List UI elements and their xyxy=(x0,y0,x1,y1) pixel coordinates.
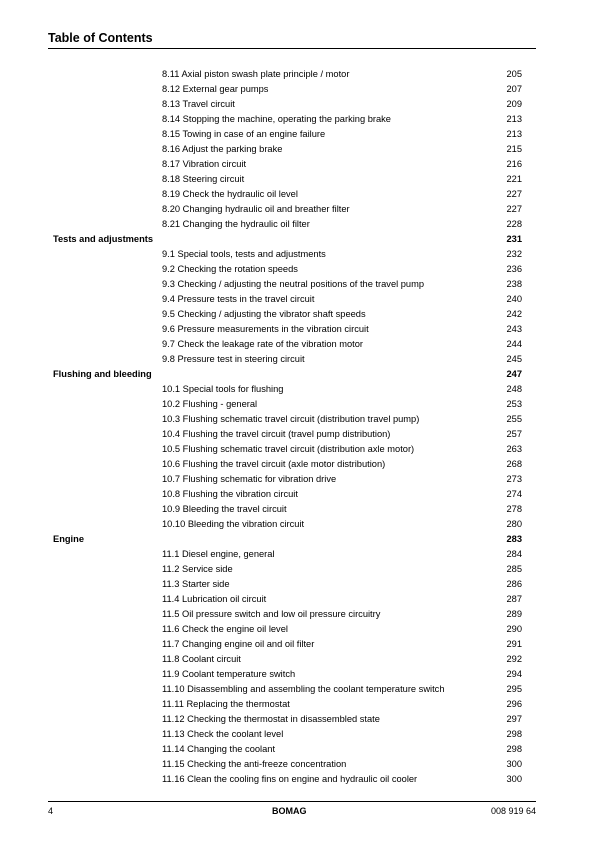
toc-page-number: 247 xyxy=(506,369,522,379)
toc-section-heading[interactable] xyxy=(0,532,596,547)
toc-section-heading[interactable] xyxy=(0,232,596,247)
toc-entry[interactable] xyxy=(0,517,596,532)
toc-page-number: 228 xyxy=(506,219,522,229)
toc-entry[interactable] xyxy=(0,457,596,472)
toc-entry[interactable] xyxy=(0,637,596,652)
toc-page-number: 294 xyxy=(506,669,522,679)
toc-page-number: 289 xyxy=(506,609,522,619)
toc-entry-label: 9.1 Special tools, tests and adjustments xyxy=(162,249,326,259)
toc-entry-label: 11.14 Changing the coolant xyxy=(162,744,276,754)
toc-entry-label: 11.10 Disassembling and assembling the coolant temperature switch xyxy=(162,684,445,694)
footer-rule xyxy=(48,801,536,802)
toc-entry-label: 11.8 Coolant circuit xyxy=(162,654,241,664)
toc-entry-label: 9.6 Pressure measurements in the vibration circuit xyxy=(162,324,369,334)
toc-entry[interactable] xyxy=(0,577,596,592)
toc-page-number: 283 xyxy=(506,534,522,544)
toc-entry[interactable] xyxy=(0,292,596,307)
toc-section-heading[interactable] xyxy=(0,367,596,382)
toc-entry[interactable] xyxy=(0,67,596,82)
toc-entry[interactable] xyxy=(0,322,596,337)
toc-page-number: 209 xyxy=(506,99,522,109)
toc-page-number: 280 xyxy=(506,519,522,529)
toc-entry[interactable] xyxy=(0,772,596,787)
toc-page-number: 297 xyxy=(506,714,522,724)
toc-entry[interactable] xyxy=(0,412,596,427)
toc-entry[interactable] xyxy=(0,97,596,112)
toc-entry[interactable] xyxy=(0,187,596,202)
toc-page-number: 244 xyxy=(506,339,522,349)
toc-entry[interactable] xyxy=(0,382,596,397)
toc-page-number: 240 xyxy=(506,294,522,304)
toc-page-number: 290 xyxy=(506,624,522,634)
toc-entry-label: 10.8 Flushing the vibration circuit xyxy=(162,489,298,499)
toc-entry-label: 11.2 Service side xyxy=(162,564,233,574)
toc-entry-label: 8.21 Changing the hydraulic oil filter xyxy=(162,219,310,229)
toc-entry-label: 8.11 Axial piston swash plate principle / motor xyxy=(162,69,350,79)
toc-entry-label: 8.20 Changing hydraulic oil and breather filter xyxy=(162,204,350,214)
toc-page-number: 243 xyxy=(506,324,522,334)
toc-entry[interactable] xyxy=(0,622,596,637)
toc-page-number: 245 xyxy=(506,354,522,364)
toc-entry[interactable] xyxy=(0,652,596,667)
toc-entry-label: 11.6 Check the engine oil level xyxy=(162,624,288,634)
toc-page-number: 221 xyxy=(506,174,522,184)
toc-page-number: 268 xyxy=(506,459,522,469)
toc-entry[interactable] xyxy=(0,127,596,142)
toc-page-number: 284 xyxy=(506,549,522,559)
toc-entry-label: 8.18 Steering circuit xyxy=(162,174,245,184)
toc-entry-label: 8.19 Check the hydraulic oil level xyxy=(162,189,298,199)
toc-entry-label: 10.1 Special tools for flushing xyxy=(162,384,284,394)
toc-page-number: 213 xyxy=(506,129,522,139)
toc-page-number: 242 xyxy=(506,309,522,319)
toc-page-number: 296 xyxy=(506,699,522,709)
toc-entry-label: 10.4 Flushing the travel circuit (travel pump distribution) xyxy=(162,429,391,439)
toc-page-number: 227 xyxy=(506,189,522,199)
toc-entry-label: 11.16 Clean the cooling fins on engine and hydraulic oil cooler xyxy=(162,774,418,784)
toc-entry-label: 9.8 Pressure test in steering circuit xyxy=(162,354,305,364)
toc-entry-label: 10.2 Flushing - general xyxy=(162,399,258,409)
toc-page-number: 274 xyxy=(506,489,522,499)
footer-page-number: 4 xyxy=(48,806,54,816)
toc-page-number: 278 xyxy=(506,504,522,514)
toc-page-number: 298 xyxy=(506,729,522,739)
toc-page-number: 300 xyxy=(506,759,522,769)
toc-entry-label: 11.13 Check the coolant level xyxy=(162,729,284,739)
toc-page-number: 287 xyxy=(506,594,522,604)
toc-entry[interactable] xyxy=(0,82,596,97)
toc-page-number: 232 xyxy=(506,249,522,259)
toc-entry[interactable] xyxy=(0,307,596,322)
toc-page-number: 236 xyxy=(506,264,522,274)
toc-entry-label: 10.10 Bleeding the vibration circuit xyxy=(162,519,305,529)
toc-section-label: Flushing and bleeding xyxy=(53,369,152,379)
toc-entry-label: 9.5 Checking / adjusting the vibrator shaft speeds xyxy=(162,309,366,319)
footer-doc-number: 008 919 64 xyxy=(490,806,536,816)
toc-entry[interactable] xyxy=(0,472,596,487)
toc-page-number: 216 xyxy=(506,159,522,169)
toc-entry[interactable] xyxy=(0,352,596,367)
toc-page-number: 248 xyxy=(506,384,522,394)
toc-entry[interactable] xyxy=(0,667,596,682)
page-title: Table of Contents xyxy=(48,31,153,45)
toc-entry[interactable] xyxy=(0,487,596,502)
toc-entry-label: 11.4 Lubrication oil circuit xyxy=(162,594,267,604)
toc-page-number: 292 xyxy=(506,654,522,664)
toc-page-number: 263 xyxy=(506,444,522,454)
toc-entry[interactable] xyxy=(0,547,596,562)
toc-entry-label: 10.6 Flushing the travel circuit (axle motor distribution) xyxy=(162,459,386,469)
toc-entry-label: 8.17 Vibration circuit xyxy=(162,159,247,169)
toc-entry[interactable] xyxy=(0,277,596,292)
toc-entry[interactable] xyxy=(0,172,596,187)
toc-page-number: 213 xyxy=(506,114,522,124)
toc-entry[interactable] xyxy=(0,502,596,517)
toc-entry-label: 11.5 Oil pressure switch and low oil pressure circuitry xyxy=(162,609,381,619)
toc-entry-label: 11.7 Changing engine oil and oil filter xyxy=(162,639,315,649)
toc-entry-label: 8.14 Stopping the machine, operating the parking brake xyxy=(162,114,391,124)
toc-page-number: 238 xyxy=(506,279,522,289)
toc-entry[interactable] xyxy=(0,562,596,577)
toc-entry-label: 9.7 Check the leakage rate of the vibration motor xyxy=(162,339,364,349)
toc-entry-label: 8.13 Travel circuit xyxy=(162,99,235,109)
toc-entry-label: 11.3 Starter side xyxy=(162,579,230,589)
toc-entry[interactable] xyxy=(0,727,596,742)
footer-brand: BOMAG xyxy=(272,806,307,816)
toc-page-number: 300 xyxy=(506,774,522,784)
toc-entry[interactable] xyxy=(0,247,596,262)
header-rule xyxy=(48,48,536,49)
toc-entry-label: 11.1 Diesel engine, general xyxy=(162,549,275,559)
toc-page-number: 286 xyxy=(506,579,522,589)
toc-entry[interactable] xyxy=(0,112,596,127)
toc-page-number: 295 xyxy=(506,684,522,694)
toc-entry[interactable] xyxy=(0,217,596,232)
toc-entry-label: 11.15 Checking the anti-freeze concentration xyxy=(162,759,347,769)
toc-page-number: 291 xyxy=(506,639,522,649)
toc-entry-label: 9.4 Pressure tests in the travel circuit xyxy=(162,294,315,304)
toc-entry[interactable] xyxy=(0,592,596,607)
toc-entry-label: 10.5 Flushing schematic travel circuit (distribution axle motor) xyxy=(162,444,415,454)
toc-page-number: 257 xyxy=(506,429,522,439)
toc-section-label: Engine xyxy=(53,534,84,544)
toc-entry-label: 10.7 Flushing schematic for vibration drive xyxy=(162,474,337,484)
toc-entry-label: 8.16 Adjust the parking brake xyxy=(162,144,283,154)
toc-entry[interactable] xyxy=(0,202,596,217)
toc-entry[interactable] xyxy=(0,427,596,442)
toc-entry-label: 9.2 Checking the rotation speeds xyxy=(162,264,298,274)
toc-entry-label: 10.3 Flushing schematic travel circuit (distribution travel pump) xyxy=(162,414,420,424)
toc-entry[interactable] xyxy=(0,682,596,697)
toc-entry[interactable] xyxy=(0,712,596,727)
toc-page-number: 207 xyxy=(506,84,522,94)
toc-entry-label: 8.12 External gear pumps xyxy=(162,84,269,94)
toc-page-number: 285 xyxy=(506,564,522,574)
toc-page-number: 298 xyxy=(506,744,522,754)
toc-page-number: 253 xyxy=(506,399,522,409)
toc-entry-label: 8.15 Towing in case of an engine failure xyxy=(162,129,326,139)
toc-entry[interactable] xyxy=(0,337,596,352)
toc-entry[interactable] xyxy=(0,142,596,157)
toc-entry[interactable] xyxy=(0,157,596,172)
toc-list xyxy=(0,67,596,787)
toc-entry-label: 11.12 Checking the thermostat in disassembled state xyxy=(162,714,380,724)
toc-entry[interactable] xyxy=(0,607,596,622)
toc-entry[interactable] xyxy=(0,757,596,772)
toc-section-label: Tests and adjustments xyxy=(53,234,154,244)
toc-entry[interactable] xyxy=(0,262,596,277)
toc-entry-label: 11.9 Coolant temperature switch xyxy=(162,669,296,679)
toc-entry-label: 11.11 Replacing the thermostat xyxy=(162,699,290,709)
toc-entry-label: 10.9 Bleeding the travel circuit xyxy=(162,504,287,514)
toc-page-number: 215 xyxy=(506,144,522,154)
toc-page-number: 273 xyxy=(506,474,522,484)
toc-entry-label: 9.3 Checking / adjusting the neutral positions of the travel pump xyxy=(162,279,425,289)
toc-page-number: 231 xyxy=(506,234,522,244)
toc-page-number: 205 xyxy=(506,69,522,79)
toc-entry[interactable] xyxy=(0,397,596,412)
toc-page-number: 227 xyxy=(506,204,522,214)
toc-entry[interactable] xyxy=(0,697,596,712)
toc-entry[interactable] xyxy=(0,742,596,757)
toc-page-number: 255 xyxy=(506,414,522,424)
toc-entry[interactable] xyxy=(0,442,596,457)
